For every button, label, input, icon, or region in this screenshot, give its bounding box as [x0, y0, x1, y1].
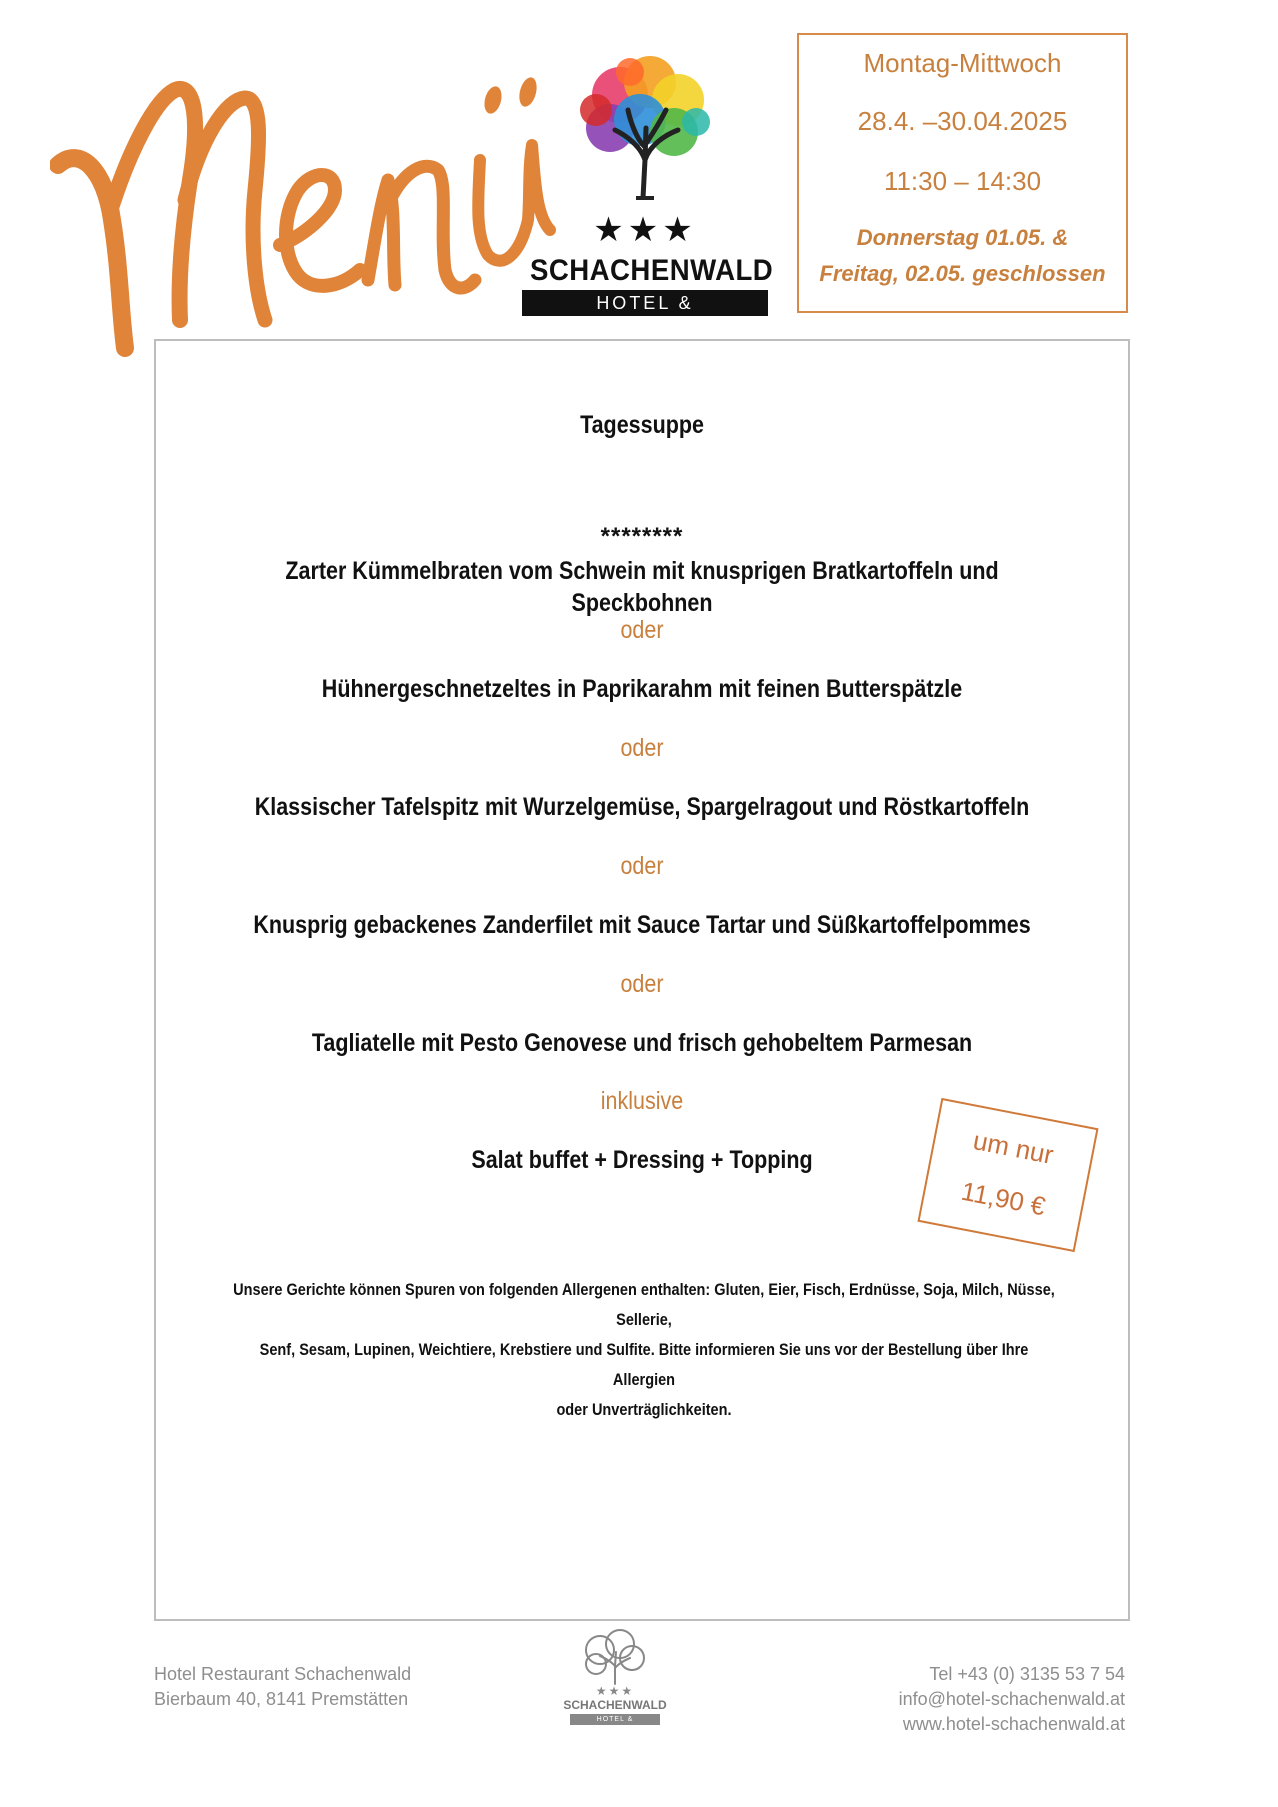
or-separator: oder	[620, 734, 664, 762]
footer-logo-subtitle: HOTEL & RESTAURANT	[570, 1714, 660, 1725]
dish-1: Zarter Kümmelbraten vom Schwein mit knusprigen Bratkartoffeln und Speckbohnen	[285, 557, 999, 617]
tree-outline-icon	[560, 1628, 670, 1686]
closed-note-line2: Freitag, 02.05. geschlossen	[819, 261, 1106, 286]
footer-logo-name: SCHACHENWALD	[563, 1698, 667, 1712]
hours-dates: 28.4. –30.04.2025	[857, 106, 1068, 136]
inclusive-separator: inklusive	[600, 1087, 684, 1115]
divider: ********	[600, 523, 684, 550]
footer-website-link[interactable]: www.hotel-schachenwald.at	[902, 1714, 1125, 1734]
closed-note-line1: Donnerstag 01.05. &	[856, 225, 1069, 250]
extras-item: Salat buffet + Dressing + Topping	[471, 1146, 813, 1174]
footer-email-link[interactable]: info@hotel-schachenwald.at	[898, 1689, 1125, 1709]
allergen-notice	[232, 1275, 1056, 1425]
hours-days: Montag-Mittwoch	[863, 48, 1062, 78]
allergen-line-3: oder Unverträglichkeiten.	[556, 1401, 732, 1419]
menu-content-box	[154, 339, 1130, 1621]
price-amount: 11,90 €	[958, 1175, 1048, 1222]
hours-time: 11:30 – 14:30	[883, 166, 1042, 196]
dish-5: Tagliatelle mit Pesto Genovese und frisch gehobeltem Parmesan	[311, 1029, 973, 1057]
price-label: um nur	[970, 1125, 1056, 1170]
footer-phone: Tel +43 (0) 3135 53 7 54	[929, 1664, 1125, 1684]
dish-4: Knusprig gebackenes Zanderfilet mit Sauce Tartar und Süßkartoffelpommes	[253, 911, 1031, 939]
footer-contact-block	[899, 1662, 1125, 1737]
footer-address-block	[154, 1662, 411, 1712]
opening-hours-box	[797, 33, 1128, 313]
footer-logo-stars: ★★★	[595, 1684, 635, 1698]
footer-logo	[560, 1628, 670, 1746]
or-separator: oder	[620, 616, 664, 644]
colorful-tree-icon	[570, 50, 720, 200]
logo-subtitle: HOTEL & RESTAURANT	[522, 290, 768, 316]
hotel-logo	[520, 50, 774, 339]
soup-item: Tagessuppe	[580, 411, 704, 439]
logo-stars: ★★★	[593, 210, 697, 250]
allergen-line-2: Senf, Sesam, Lupinen, Weichtiere, Krebstiere und Sulfite. Bitte informieren Sie uns vor der Bestellung über Ihre Allergien	[259, 1341, 1029, 1389]
or-separator: oder	[620, 970, 664, 998]
dish-2: Hühnergeschnetzeltes in Paprikarahm mit feinen Butterspätzle	[321, 675, 963, 703]
or-separator: oder	[620, 852, 664, 880]
footer-address: Bierbaum 40, 8141 Premstätten	[154, 1689, 409, 1709]
dish-3: Klassischer Tafelspitz mit Wurzelgemüse, Spargelragout und Röstkartoffeln	[254, 793, 1030, 821]
footer-hotel-name: Hotel Restaurant Schachenwald	[154, 1664, 412, 1684]
allergen-line-1: Unsere Gerichte können Spuren von folgenden Allergenen enthalten: Gluten, Eier, Fisch, Erdnüsse, Soja, Milch, Nüsse, Sellerie,	[233, 1281, 1055, 1329]
menu-script-title	[50, 30, 570, 380]
logo-name: SCHACHENWALD	[530, 254, 774, 287]
